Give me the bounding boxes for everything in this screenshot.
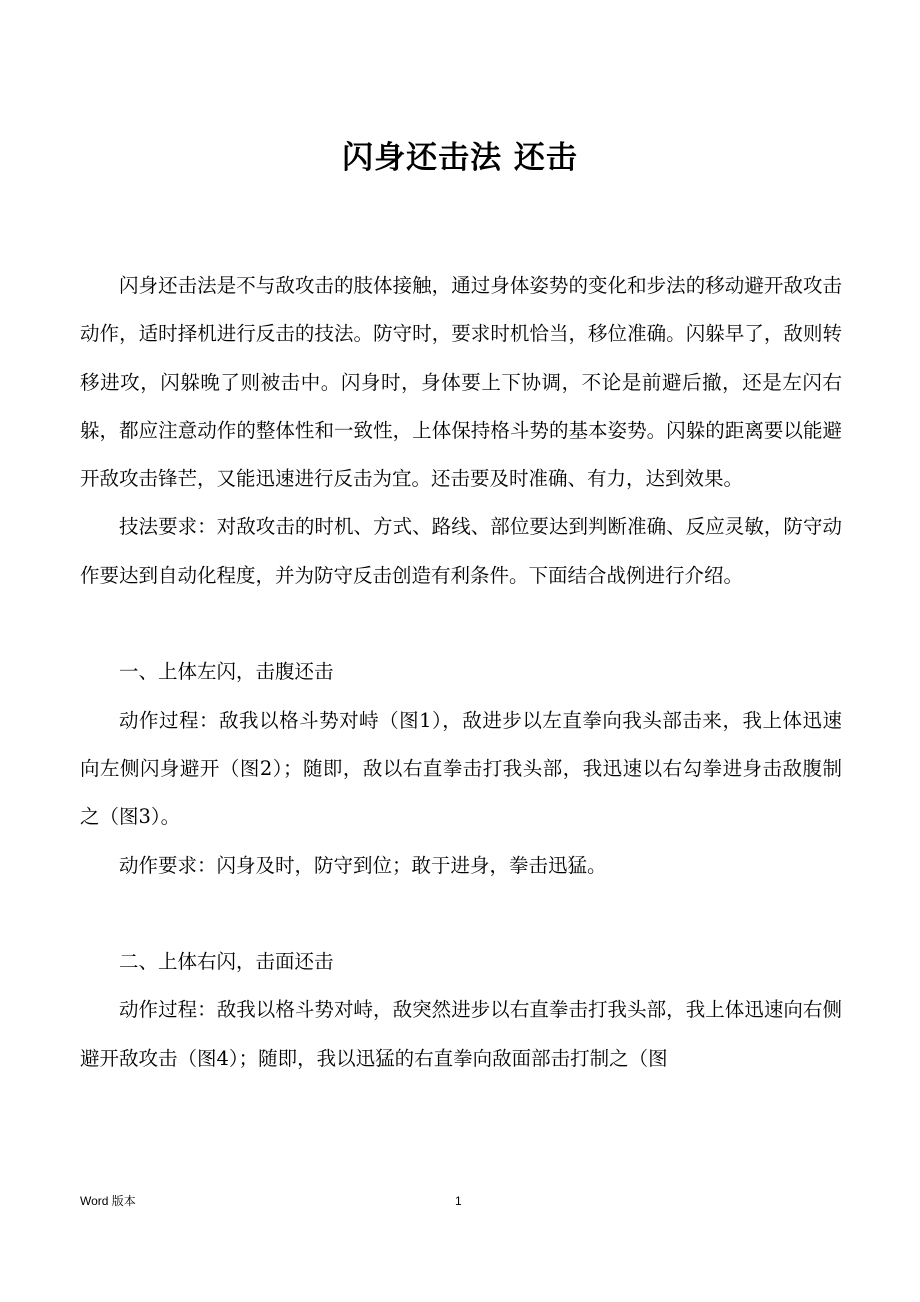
document-body — [80, 262, 842, 1083]
technique-requirements-paragraph: 技法要求：对敌攻击的时机、方式、路线、部位要达到判断准确、反应灵敏，防守动作要达到自动化程度，并为防守反击创造有利条件。下面结合战例进行介绍。 — [80, 515, 842, 587]
spacer — [80, 890, 842, 938]
section-2-process-paragraph: 动作过程：敌我以格斗势对峙，敌突然进步以右直拳击打我头部，我上体迅速向右侧避开敌攻击（图4）；随即，我以迅猛的右直拳向敌面部击打制之（图 — [80, 998, 842, 1070]
intro-paragraph: 闪身还击法是不与敌攻击的肢体接触，通过身体姿势的变化和步法的移动避开敌攻击动作，适时择机进行反击的技法。防守时，要求时机恰当，移位准确。闪躲早了，敌则转移进攻，闪躲晚了则被击中。闪身时，身体要上下协调，不论是前避后撤，还是左闪右躲，都应注意动作的整体性和一致性，上体保持格斗势的基本姿势。闪躲的距离要以能避开敌攻击锋芒，又能迅速进行反击为宜。还击要及时准确、有力，达到效果。 — [80, 274, 842, 491]
section-1-requirements-paragraph: 动作要求：闪身及时，防守到位；敢于进身，拳击迅猛。 — [119, 853, 607, 877]
footer-version-label: Word 版本 — [80, 1194, 136, 1208]
section-heading-1: 一、上体左闪，击腹还击 — [119, 660, 334, 684]
document-title: 闪身还击法 还击 — [342, 140, 578, 176]
section-heading-2: 二、上体右闪，击面还击 — [119, 950, 334, 974]
spacer — [80, 600, 842, 648]
section-1-process-paragraph: 动作过程：敌我以格斗势对峙（图1），敌进步以左直拳向我头部击来，我上体迅速向左侧闪身避开（图2）；随即，敌以右直拳击打我头部，我迅速以右勾拳进身击敌腹制之（图3）。 — [80, 708, 842, 829]
footer-page-number: 1 — [455, 1194, 462, 1208]
